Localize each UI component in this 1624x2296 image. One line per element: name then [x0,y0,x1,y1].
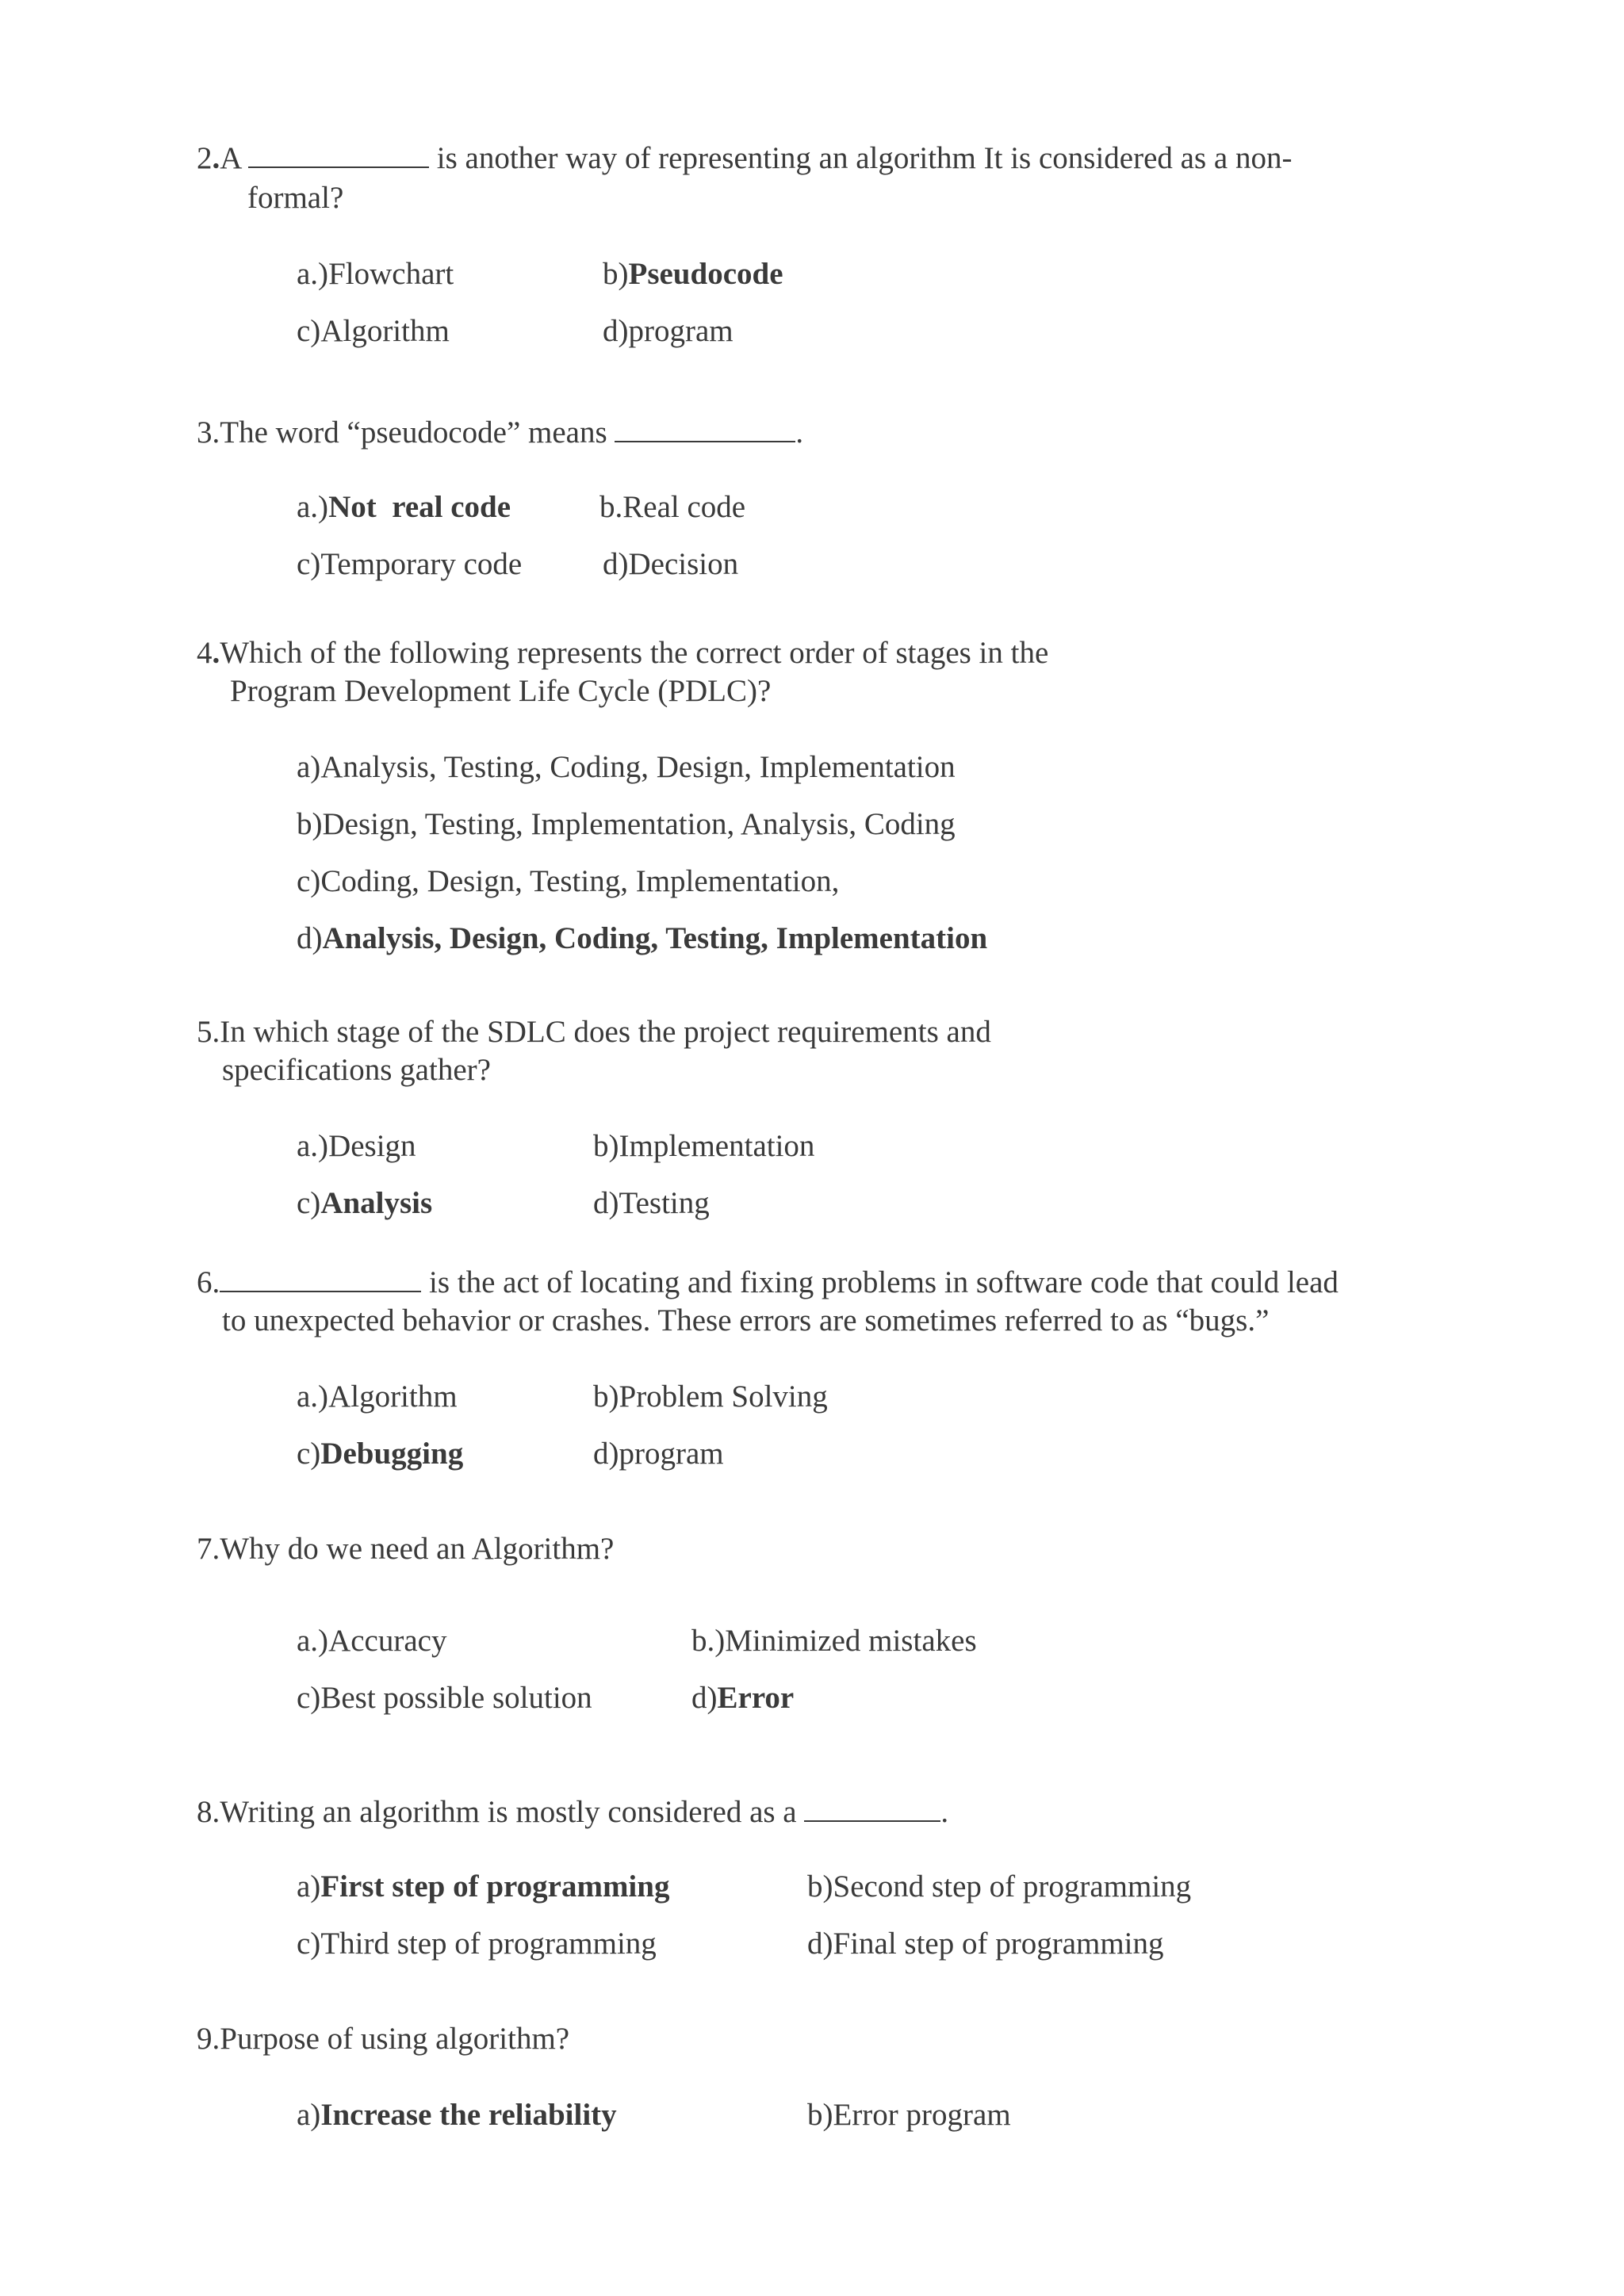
option-text-correct: Not real code [328,490,511,524]
option-prefix: d) [691,1681,718,1715]
question-4-option-c [297,863,839,901]
option-prefix: d) [807,1927,833,1961]
option-text: Coding, Design, Testing, Implementation, [320,864,840,898]
option-text-correct: Increase the reliability [320,2098,617,2132]
option-text: Final step of programming [833,1927,1164,1961]
question-5-option-d [593,1184,710,1223]
question-7-text: 7.Why do we need an Algorithm? [197,1532,615,1566]
option-text: Decision [628,547,739,581]
option-text: Algorithm [328,1380,458,1414]
option-prefix: c) [297,547,321,581]
option-text: Design [328,1129,416,1163]
question-3-option-b [599,488,745,526]
option-text-correct: Error [717,1681,795,1715]
option-prefix: c) [297,864,321,898]
option-prefix: c) [297,1927,321,1961]
option-text: Error program [833,2098,1011,2132]
option-text: program [628,314,733,348]
option-text: Second step of programming [833,1869,1192,1904]
option-prefix: a.) [297,257,329,291]
option-prefix: a.) [297,1380,329,1414]
question-5-line-2 [222,1051,491,1089]
question-2-text-end: is another way of representing an algorithm It is considered as a non- [429,141,1293,175]
question-8-text-end: . [940,1795,949,1829]
option-prefix: b) [807,2098,833,2132]
question-8-text-start: 8.Writing an algorithm is mostly considered as a [197,1795,805,1829]
question-7-option-d [691,1679,794,1717]
question-6-option-b [593,1378,828,1416]
question-6-line-2 [222,1302,1269,1340]
option-text: Temporary code [320,547,523,581]
question-3-option-c [297,545,522,584]
option-prefix: b) [593,1129,619,1163]
option-prefix: c) [297,314,321,348]
question-9-line-1 [197,2020,569,2058]
option-text: Best possible solution [320,1681,592,1715]
option-prefix: b) [807,1869,833,1904]
question-2-text-cont: formal? [247,181,344,215]
option-prefix: d) [593,1186,619,1220]
option-text: Flowchart [328,257,454,291]
question-8-option-a [297,1868,669,1906]
option-prefix: a) [297,1869,321,1904]
question-3-option-a [297,488,511,526]
question-2-option-d [603,312,733,350]
option-text-correct: Debugging [320,1437,464,1471]
question-9-text: 9.Purpose of using algorithm? [197,2022,570,2056]
question-3-text-end: . [795,415,804,450]
option-text-correct: Analysis [320,1186,433,1220]
option-prefix: a.) [297,490,329,524]
option-text: Analysis, Testing, Coding, Design, Implementation [320,750,956,784]
question-2-line-2 [247,179,343,217]
question-3-option-d [603,545,738,584]
question-4-line-1 [197,634,1048,672]
option-prefix: c) [297,1681,321,1715]
option-text: Problem Solving [619,1380,828,1414]
question-5-option-c [297,1184,432,1223]
question-4-text: Which of the following represents the correct order of stages in the [220,636,1049,670]
question-2-number: 2 [197,141,213,175]
option-prefix: a) [297,750,321,784]
question-9-option-a [297,2096,617,2134]
answer-blank [615,417,795,442]
question-8-option-d [807,1925,1164,1963]
question-2-option-a [297,255,454,293]
question-5-text: 5.In which stage of the SDLC does the project requirements and [197,1015,991,1049]
option-prefix: d) [603,547,629,581]
question-5-line-1 [197,1013,991,1051]
answer-blank [804,1797,940,1822]
question-3-text-start: 3.The word “pseudocode” means [197,415,615,450]
question-2-line-1 [197,140,1292,178]
option-prefix: b) [603,257,629,291]
option-text: Design, Testing, Implementation, Analysis, Coding [322,807,956,841]
option-prefix: b.) [691,1624,726,1658]
question-7-line-1 [197,1530,614,1568]
question-4-option-a [297,748,956,786]
question-4-option-b [297,806,956,844]
option-text: Testing [619,1186,710,1220]
question-7-option-c [297,1679,592,1717]
option-prefix: a.) [297,1129,329,1163]
option-prefix: a.) [297,1624,329,1658]
question-8-option-c [297,1925,657,1963]
option-text: Algorithm [320,314,450,348]
question-8-option-b [807,1868,1191,1906]
option-text-correct: Analysis, Design, Coding, Testing, Implementation [322,921,988,955]
question-6-text-end: is the act of locating and fixing problems in software code that could lead [421,1265,1339,1299]
option-text: Real code [622,490,746,524]
question-7-option-b [691,1622,977,1660]
option-prefix: c) [297,1186,321,1220]
answer-blank [248,143,429,168]
option-prefix: b. [599,490,623,524]
question-4-number: 4 [197,636,213,670]
question-4-option-d [297,920,987,958]
question-2-dot: . [212,141,220,175]
question-5-option-a [297,1127,416,1165]
question-2-text-start: A [220,141,241,175]
question-4-dot: . [212,636,220,670]
option-text-correct: First step of programming [320,1869,670,1904]
question-6-option-d [593,1435,724,1473]
option-text: Minimized mistakes [725,1624,977,1658]
option-text: program [619,1437,724,1471]
question-2-option-b [603,255,783,293]
option-prefix: a) [297,2098,321,2132]
answer-blank [220,1267,421,1292]
question-5-text-cont: specifications gather? [222,1053,491,1087]
question-2-option-c [297,312,450,350]
question-8-line-1 [197,1793,948,1831]
option-text: Accuracy [328,1624,447,1658]
option-prefix: c) [297,1437,321,1471]
question-4-text-cont: Program Development Life Cycle (PDLC)? [230,674,772,708]
question-6-option-a [297,1378,458,1416]
question-3-line-1 [197,414,803,452]
question-6-line-1 [197,1264,1339,1302]
question-7-option-a [297,1622,446,1660]
question-5-option-b [593,1127,814,1165]
option-prefix: d) [603,314,629,348]
option-text: Third step of programming [320,1927,657,1961]
question-6-text-cont: to unexpected behavior or crashes. These errors are sometimes referred to as “bugs.” [222,1303,1270,1337]
question-9-option-b [807,2096,1011,2134]
option-text-correct: Pseudocode [628,257,783,291]
option-prefix: d) [297,921,323,955]
option-prefix: b) [297,807,323,841]
option-text: Implementation [619,1129,815,1163]
question-6-option-c [297,1435,463,1473]
question-4-line-2 [230,672,771,710]
option-prefix: b) [593,1380,619,1414]
question-6-text-start: 6. [197,1265,220,1299]
option-prefix: d) [593,1437,619,1471]
